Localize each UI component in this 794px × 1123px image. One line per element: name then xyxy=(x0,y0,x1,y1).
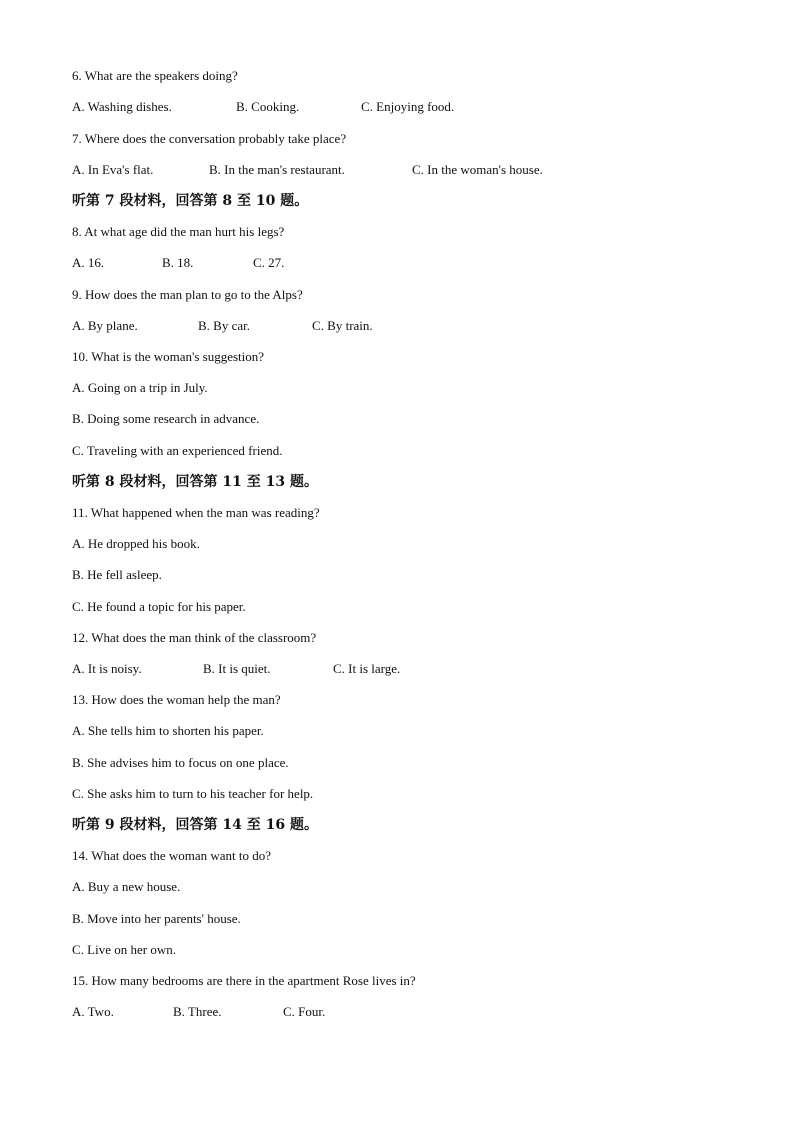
q13-option-a: A. She tells him to shorten his paper. xyxy=(72,723,264,738)
q11-option-c: C. He found a topic for his paper. xyxy=(72,599,246,614)
q8-option-a: A. 16. xyxy=(72,255,105,270)
q15-option-b: B. Three. xyxy=(173,1004,222,1019)
section-heading-7: 听第 7 段材料，回答第 8 至 10 题。 xyxy=(72,193,309,209)
q8-option-b: B. 18. xyxy=(162,255,194,270)
q6-option-b: B. Cooking. xyxy=(236,99,300,114)
q14-option-a: A. Buy a new house. xyxy=(72,879,181,894)
q11-option-b: B. He fell asleep. xyxy=(72,567,162,582)
q9-option-b: B. By car. xyxy=(198,318,250,333)
q14-option-c: C. Live on her own. xyxy=(72,942,176,957)
q14-option-b: B. Move into her parents' house. xyxy=(72,911,241,926)
q15-option-c: C. Four. xyxy=(283,1004,326,1019)
q13-option-b: B. She advises him to focus on one place. xyxy=(72,755,289,770)
question-12: 12. What does the man think of the classroom? xyxy=(72,630,317,645)
q10-option-c: C. Traveling with an experienced friend. xyxy=(72,443,283,458)
question-8: 8. At what age did the man hurt his legs? xyxy=(72,224,285,239)
q7-option-a: A. In Eva's flat. xyxy=(72,162,154,177)
question-7: 7. Where does the conversation probably take place? xyxy=(72,131,347,146)
q12-option-c: C. It is large. xyxy=(333,661,401,676)
q7-option-c: C. In the woman's house. xyxy=(412,162,543,177)
q15-option-a: A. Two. xyxy=(72,1004,114,1019)
section-heading-9: 听第 9 段材料，回答第 14 至 16 题。 xyxy=(72,817,318,833)
q12-option-a: A. It is noisy. xyxy=(72,661,142,676)
q12-option-b: B. It is quiet. xyxy=(203,661,271,676)
question-6: 6. What are the speakers doing? xyxy=(72,68,238,83)
q10-option-a: A. Going on a trip in July. xyxy=(72,380,208,395)
question-9: 9. How does the man plan to go to the Alps? xyxy=(72,287,303,302)
question-14: 14. What does the woman want to do? xyxy=(72,848,272,863)
q11-option-a: A. He dropped his book. xyxy=(72,536,200,551)
q6-option-c: C. Enjoying food. xyxy=(361,99,455,114)
question-11: 11. What happened when the man was reading? xyxy=(72,505,320,520)
q9-option-a: A. By plane. xyxy=(72,318,138,333)
q13-option-c: C. She asks him to turn to his teacher for help. xyxy=(72,786,314,801)
q8-option-c: C. 27. xyxy=(253,255,285,270)
q10-option-b: B. Doing some research in advance. xyxy=(72,411,260,426)
q9-option-c: C. By train. xyxy=(312,318,373,333)
q7-option-b: B. In the man's restaurant. xyxy=(209,162,345,177)
section-heading-8: 听第 8 段材料，回答第 11 至 13 题。 xyxy=(72,474,318,490)
q6-option-a: A. Washing dishes. xyxy=(72,99,172,114)
question-13: 13. How does the woman help the man? xyxy=(72,692,281,707)
question-15: 15. How many bedrooms are there in the apartment Rose lives in? xyxy=(72,973,416,988)
question-10: 10. What is the woman's suggestion? xyxy=(72,349,265,364)
